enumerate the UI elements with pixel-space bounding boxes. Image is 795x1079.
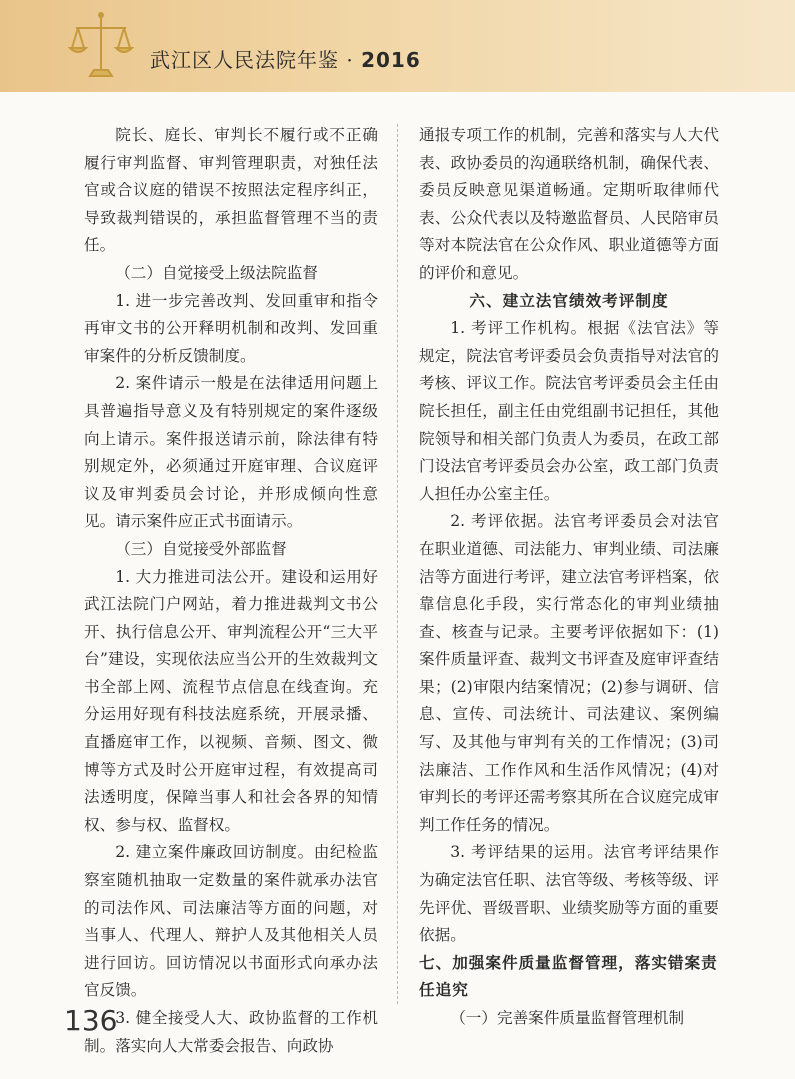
yearbook-title: 武江区人民法院年鉴 bbox=[150, 48, 339, 72]
paragraph: 1. 考评工作机构。根据《法官法》等规定，院法官考评委员会负责指导对法官的考核、评议工作。院法官考评委员会主任由院长担任，副主任由党组副书记担任，其他院领导和相关部门负责人为委员，在政工部门设法官考评委员会办公室，政工部门负责人担任办公室主任。 bbox=[419, 319, 719, 503]
page-number: 136 bbox=[64, 1004, 118, 1037]
yearbook-year: 2016 bbox=[361, 48, 421, 72]
subheading: （一）完善案件质量监督管理机制 bbox=[450, 1009, 685, 1027]
left-column bbox=[84, 122, 378, 1060]
column-divider bbox=[397, 124, 398, 1004]
right-column bbox=[419, 122, 719, 1033]
paragraph: 2. 建立案件廉政回访制度。由纪检监察室随机抽取一定数量的案件就承办法官的司法作风、司法廉洁等方面的问题，对当事人、代理人、辩护人及其他相关人员进行回访。回访情况以书面形式向承办法官反馈。 bbox=[84, 843, 378, 1000]
subheading: （三）自觉接受外部监督 bbox=[115, 539, 287, 558]
scales-of-justice-icon bbox=[66, 6, 136, 86]
paragraph: 2. 案件请示一般是在法律适用问题上具普遍指导意义及有特别规定的案件逐级向上请示。案件报送请示前，除法律有特别规定外，必须通过开庭审理、合议庭评议及审判委员会讨论，并形成倾向性意见。请示案件应正式书面请示。 bbox=[84, 374, 378, 531]
paragraph: 院长、庭长、审判长不履行或不正确履行审判监督、审判管理职责，对独任法官或合议庭的错误不按照法定程序纠正，导致裁判错误的，承担监督管理不当的责任。 bbox=[84, 126, 378, 255]
section-heading: 六、建立法官绩效考评制度 bbox=[469, 291, 669, 310]
header-title bbox=[150, 44, 421, 73]
paragraph: 3. 健全接受人大、政协监督的工作机制。落实向人大常委会报告、向政协 bbox=[84, 1009, 378, 1055]
paragraph: 通报专项工作的机制，完善和落实与人大代表、政协委员的沟通联络机制，确保代表、委员反映意见渠道畅通。定期听取律师代表、公众代表以及特邀监督员、人民陪审员等对本院法官在公众作风、职业道德等方面的评价和意见。 bbox=[419, 126, 719, 282]
paragraph: 1. 进一步完善改判、发回重审和指令再审文书的公开释明机制和改判、发回重审案件的分析反馈制度。 bbox=[84, 291, 378, 365]
paragraph: 3. 考评结果的运用。法官考评结果作为确定法官任职、法官等级、考核等级、评先评优、晋级晋职、业绩奖励等方面的重要依据。 bbox=[419, 843, 719, 945]
paragraph: 2. 考评依据。法官考评委员会对法官在职业道德、司法能力、审判业绩、司法廉洁等方面进行考评，建立法官考评档案，依靠信息化手段，实行常态化的审判业绩抽查、核查与记录。主要考评依据如下：(1)案件质量评查、裁判文书评查及庭审评查结果；(2)审限内结案情况；(2)参与调研、信息、宣传、司法统计、司法建议、案例编写、及其他与审判有关的工作情况；(3)司法廉洁、工作作风和生活作风情况；(4)对审判长的考评还需考察其所在合议庭完成审判工作任务的情况。 bbox=[419, 512, 719, 834]
title-separator: · bbox=[346, 48, 354, 72]
section-heading: 七、加强案件质量监督管理，落实错案责任追究 bbox=[419, 953, 718, 1000]
paragraph: 1. 大力推进司法公开。建设和运用好武江法院门户网站，着力推进裁判文书公开、执行信息公开、审判流程公开“三大平台”建设，实现依法应当公开的生效裁判文书全部上网、流程节点信息在线查询。充分运用好现有科技法庭系统，开展录播、直播庭审工作，以视频、音频、图文、微博等方式及时公开庭审过程，有效提高司法透明度，保障当事人和社会各界的知情权、参与权、监督权。 bbox=[84, 567, 378, 834]
subheading: （二）自觉接受上级法院监督 bbox=[115, 263, 318, 282]
